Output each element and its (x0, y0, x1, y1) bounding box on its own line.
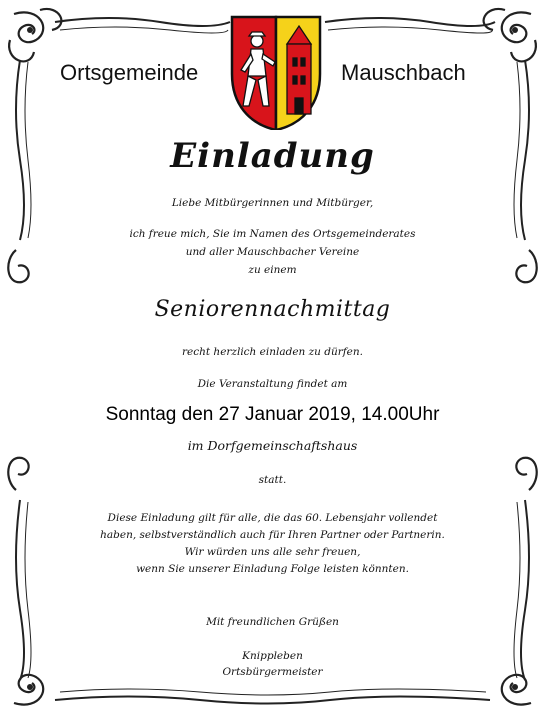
closing: Mit freundlichen Grüßen (206, 616, 339, 628)
details-line-3: Wir würden uns alle sehr freuen, (184, 546, 361, 558)
details-line-1: Diese Einladung gilt für alle, die das 60. Lebensjahr vollendet (107, 512, 438, 524)
greeting: Liebe Mitbürgerinnen und Mitbürger, (171, 197, 374, 209)
signature-name: Knippleben (242, 650, 303, 662)
municipality-label: Ortsgemeinde (60, 60, 199, 85)
details-line-2: haben, selbstverständlich auch für Ihren Partner oder Partnerin. (100, 529, 445, 541)
intro-line-1: ich freue mich, Sie im Namen des Ortsgemeinderates (129, 228, 416, 240)
intro-line-2: und aller Mauschbacher Vereine (185, 246, 360, 258)
event-name: Seniorennachmittag (154, 297, 391, 322)
event-date-time: Sonntag den 27 Januar 2019, 14.00Uhr (105, 404, 440, 425)
invite-line: recht herzlich einladen zu dürfen. (182, 346, 363, 358)
signature-title: Ortsbürgermeister (222, 666, 323, 678)
statt-text: statt. (258, 474, 287, 486)
event-location: im Dorfgemeinschaftshaus (187, 438, 358, 453)
village-name: Mauschbach (341, 60, 466, 85)
coat-of-arms-icon (229, 14, 323, 130)
invitation-title: Einladung (170, 136, 375, 176)
details-line-4: wenn Sie unserer Einladung Folge leisten könnten. (136, 563, 409, 575)
intro-line-3: zu einem (248, 264, 297, 276)
event-intro: Die Veranstaltung findet am (197, 378, 348, 390)
